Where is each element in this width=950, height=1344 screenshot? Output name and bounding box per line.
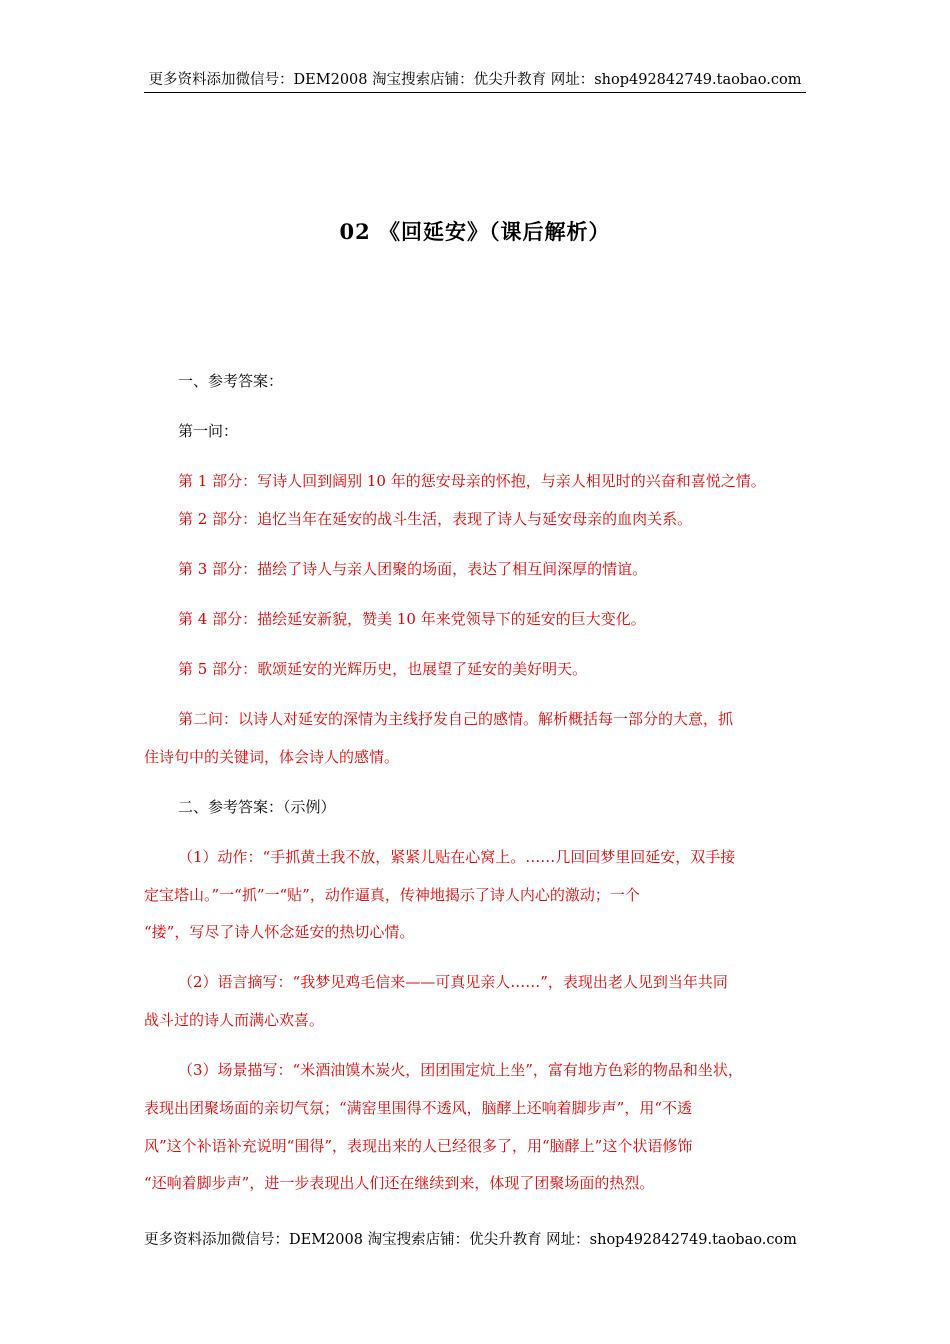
item3-line-3: 风”这个补语补充说明“围得”，表现出来的人已经很多了，用“脑酵上”这个状语修饰 (144, 1137, 693, 1155)
item1-line-3: “搂”，写尽了诗人怀念延安的热切心情。 (144, 923, 415, 941)
item3-line-1: （3）场景描写：“米酒油馍木炭火，团团围定炕上坐”，富有地方色彩的物品和坐状， (178, 1061, 743, 1079)
part-3-answer: 第 3 部分：描绘了诗人与亲人团聚的场面，表达了相互间深厚的情谊。 (178, 560, 648, 578)
item1-line-2: 定宝塔山。”一“抓”一“贴”，动作逼真，传神地揭示了诗人内心的激动；一个 (144, 886, 640, 904)
item3-line-4: “还响着脚步声”，进一步表现出人们还在继续到来，体现了团聚场面的热烈。 (144, 1174, 655, 1192)
part-1-answer: 第 1 部分：写诗人回到阔别 10 年的惩安母亲的怀抱，与亲人相见时的兴奋和喜悦之情。 (178, 472, 766, 490)
page-header: 更多资料添加微信号：DEM2008 淘宝搜索店铺：优尖升教育 网址：shop492842749.taobao.com (144, 68, 806, 93)
item2-line-1: （2）语言摘写：“我梦见鸡毛信来——可真见亲人……”，表现出老人见到当年共同 (178, 973, 728, 991)
page-footer: 更多资料添加微信号：DEM2008 淘宝搜索店铺：优尖升教育 网址：shop492842749.taobao.com (144, 1232, 797, 1248)
page-title: 02 《回延安》（课后解析） (339, 219, 611, 244)
question2-answer-line-1: 第二问：以诗人对延安的深情为主线抒发自己的感情。解析概括每一部分的大意，抓 (178, 710, 734, 728)
part-4-answer: 第 4 部分：描绘延安新貌，赞美 10 年来党领导下的延安的巨大变化。 (178, 610, 646, 628)
part-5-answer: 第 5 部分：歌颂延安的光辉历史，也展望了延安的美好明天。 (178, 660, 588, 678)
section2-heading: 二、参考答案：（示例） (178, 798, 336, 816)
question1-label: 第一问： (178, 422, 239, 440)
question2-answer-line-2: 住诗句中的关键词，体会诗人的感情。 (144, 748, 400, 766)
part-2-answer: 第 2 部分：追忆当年在延安的战斗生活，表现了诗人与延安母亲的血肉关系。 (178, 510, 693, 528)
item2-line-2: 战斗过的诗人而满心欢喜。 (144, 1011, 325, 1029)
item3-line-2: 表现出团聚场面的亲切气氛；“满窑里围得不透风，脑酵上还响着脚步声”，用“不透 (144, 1099, 693, 1117)
section1-heading: 一、参考答案： (178, 372, 284, 390)
item1-line-1: （1）动作：“手抓黄土我不放，紧紧儿贴在心窝上。……几回回梦里回延安，双手接 (178, 848, 736, 866)
